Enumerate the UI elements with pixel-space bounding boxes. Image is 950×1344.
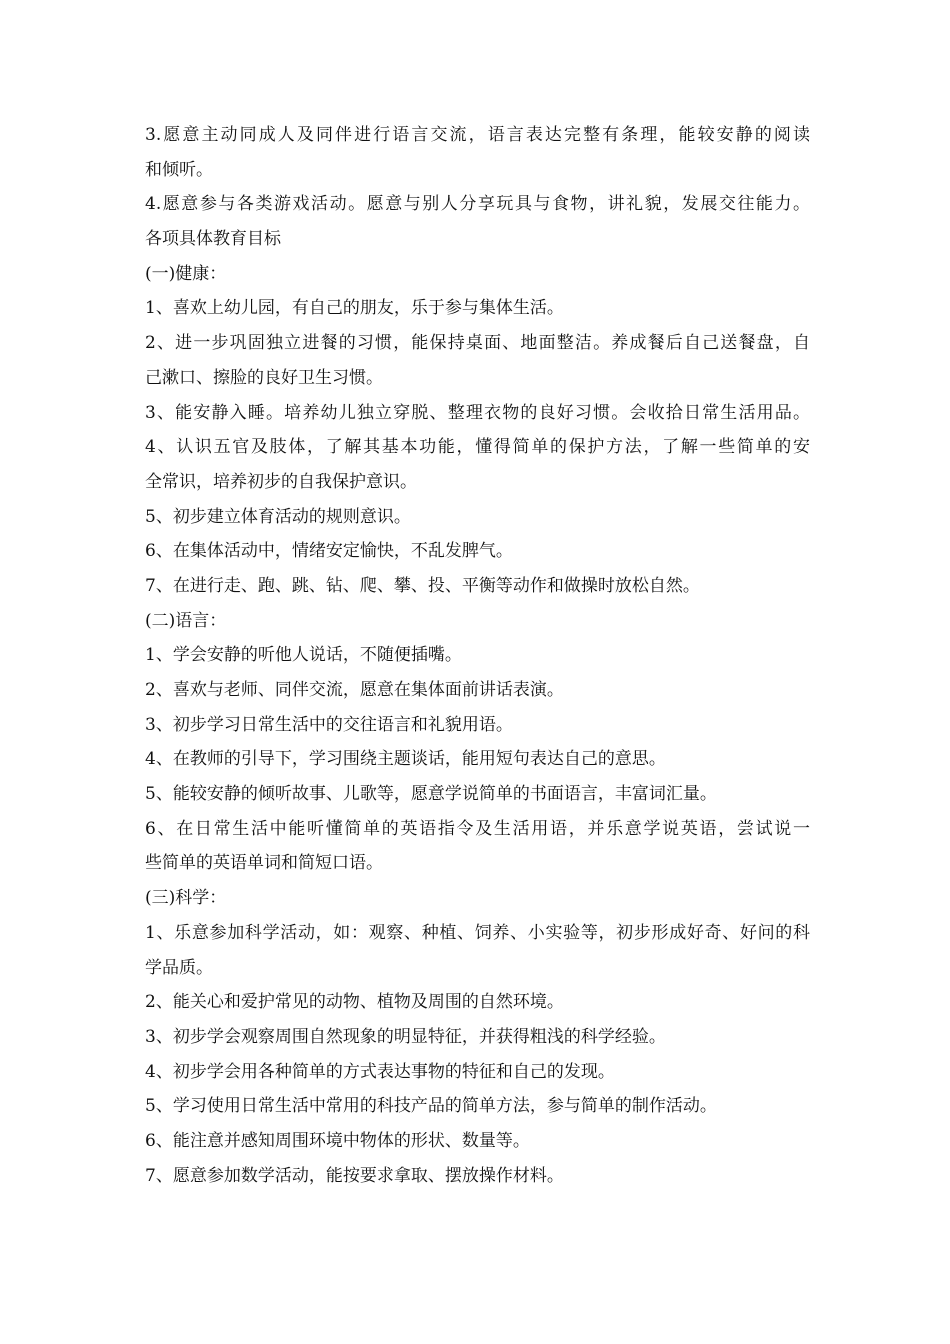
document-page: [145, 118, 810, 1193]
text-line: 己漱口、擦脸的良好卫生习惯。: [145, 367, 383, 388]
text-line: 6、在日常生活中能听懂简单的英语指令及生活用语，并乐意学说英语，尝试说一: [145, 818, 810, 839]
text-line: 5、初步建立体育活动的规则意识。: [145, 506, 411, 527]
text-line: 5、学习使用日常生活中常用的科技产品的简单方法，参与简单的制作活动。: [145, 1096, 717, 1117]
text-line: 4、在教师的引导下，学习围绕主题谈话，能用短句表达自己的意思。: [145, 749, 666, 770]
text-line: 2、喜欢与老师、同伴交流，愿意在集体面前讲话表演。: [145, 680, 564, 700]
text-line: 和倾听。: [145, 159, 213, 180]
text-line: 4、初步学会用各种简单的方式表达事物的特征和自己的发现。: [145, 1061, 615, 1082]
text-line: 1、学会安静的听他人说话，不随便插嘴。: [145, 645, 462, 666]
text-line: 些简单的英语单词和简短口语。: [145, 853, 383, 874]
text-line: 3、初步学会观察周围自然现象的明显特征，并获得粗浅的科学经验。: [145, 1026, 666, 1047]
text-line: 3、初步学习日常生活中的交往语言和礼貌用语。: [145, 714, 513, 735]
text-line: (一)健康：: [145, 263, 227, 284]
text-line: 全常识，培养初步的自我保护意识。: [145, 471, 417, 492]
text-line: 7、愿意参加数学活动，能按要求拿取、摆放操作材料。: [145, 1165, 564, 1186]
text-line: 1、乐意参加科学活动，如：观察、种植、饲养、小实验等，初步形成好奇、好问的科: [145, 922, 810, 943]
text-line: 4、认识五官及肢体，了解其基本功能，懂得简单的保护方法，了解一些简单的安: [145, 437, 810, 458]
text-line: (二)语言：: [145, 610, 227, 631]
text-line: 3、能安静入睡。培养幼儿独立穿脱、整理衣物的良好习惯。会收拾日常生活用品。: [145, 402, 810, 423]
text-line: 3.愿意主动同成人及同伴进行语言交流，语言表达完整有条理，能较安静的阅读: [145, 125, 810, 145]
text-line: 学品质。: [145, 957, 213, 978]
text-line: 2、能关心和爱护常见的动物、植物及周围的自然环境。: [145, 992, 564, 1013]
text-line: 1、喜欢上幼儿园，有自己的朋友，乐于参与集体生活。: [145, 298, 564, 319]
text-line: (三)科学：: [145, 888, 227, 909]
text-line: 4.愿意参与各类游戏活动。愿意与别人分享玩具与食物，讲礼貌，发展交往能力。: [145, 194, 810, 215]
text-line: 2、进一步巩固独立进餐的习惯，能保持桌面、地面整洁。养成餐后自己送餐盘，自: [145, 333, 810, 354]
text-line: 各项具体教育目标: [145, 229, 281, 250]
text-line: 6、能注意并感知周围环境中物体的形状、数量等。: [145, 1130, 530, 1151]
text-line: 7、在进行走、跑、跳、钻、爬、攀、投、平衡等动作和做操时放松自然。: [145, 575, 700, 596]
text-line: 6、在集体活动中，情绪安定愉快，不乱发脾气。: [145, 541, 513, 562]
text-line: 5、能较安静的倾听故事、儿歌等，愿意学说简单的书面语言，丰富词汇量。: [145, 784, 717, 805]
